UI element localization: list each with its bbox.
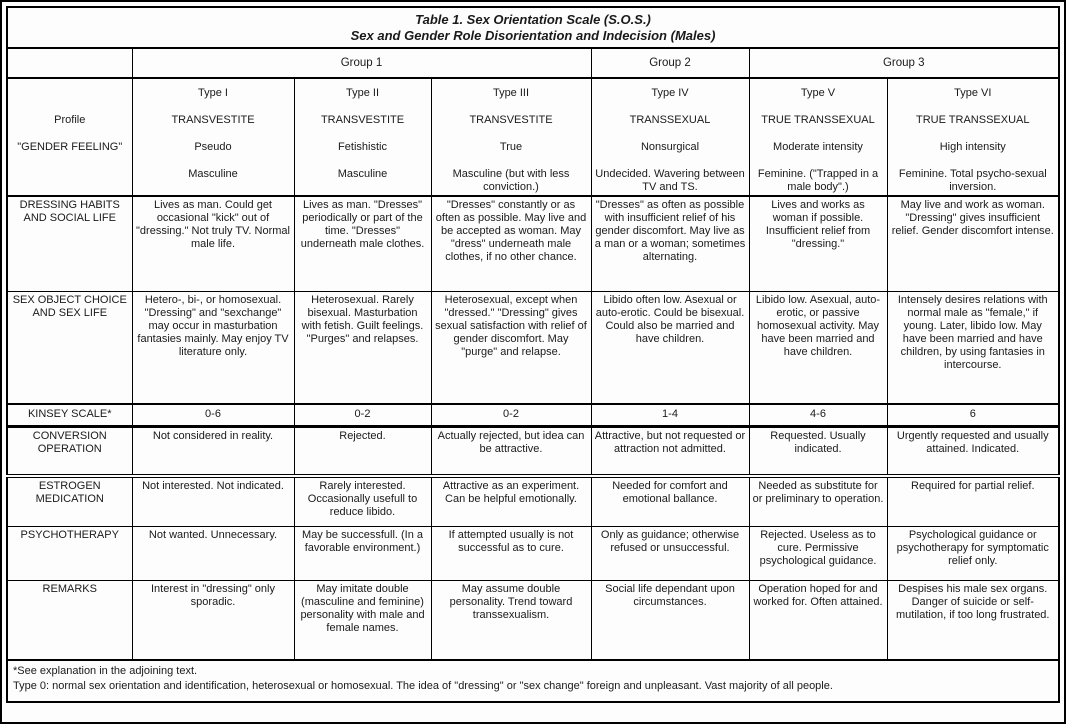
cell-kinsey-type3: 0-2 (431, 404, 591, 426)
cell-psycho-type6: Psychological guidance or psychotherapy for symptomatic relief only. (887, 526, 1059, 580)
type-6-header (887, 78, 1059, 196)
cell-sexobj-type5: Libido low. Asexual, auto-erotic, or passive homosexual activity. May have been married and have children. (749, 291, 887, 404)
cell-psycho-type1: Not wanted. Unnecessary. (132, 526, 294, 580)
type-2-header (294, 78, 431, 196)
row-label-sex-object: SEX OBJECT CHOICE AND SEX LIFE (7, 291, 132, 404)
group-header-row (7, 48, 1059, 78)
type-2-category: TRANSVESTITE (320, 114, 405, 126)
row-label-remarks: REMARKS (7, 580, 132, 660)
group-row-spacer (7, 48, 132, 78)
type-6-category: TRUE TRANSSEXUAL (916, 114, 1030, 126)
type-4-header (591, 78, 749, 196)
table-title-row (7, 7, 1059, 48)
cell-conversion-type3: Actually rejected, but idea can be attractive. (431, 426, 591, 476)
type-6-subtype: High intensity (939, 141, 1006, 153)
type-5-header (749, 78, 887, 196)
footnote-row (7, 660, 1059, 702)
row-sex-object-choice (7, 291, 1059, 404)
type-2-subtype: Fetishistic (338, 141, 387, 153)
type-4-name: Type IV (651, 87, 689, 99)
table-title-line2: Sex and Gender Role Disorientation and Indecision (Males) (350, 28, 716, 43)
gender-feeling-label: "GENDER FEELING" (17, 141, 123, 153)
cell-psycho-type4: Only as guidance; otherwise refused or unsuccessful. (591, 526, 749, 580)
cell-kinsey-type2: 0-2 (294, 404, 431, 426)
cell-conversion-type1: Not considered in reality. (132, 426, 294, 476)
type-1-feeling: Masculine (188, 168, 238, 180)
group-3-header: Group 3 (749, 48, 1059, 78)
cell-psycho-type5: Rejected. Useless as to cure. Permissive psychological guidance. (749, 526, 887, 580)
type-1-category: TRANSVESTITE (171, 114, 255, 126)
cell-sexobj-type6: Intensely desires relations with normal male as "female," if young. Later, libido low. May have been married and have children, by using fantasies in intercourse. (887, 291, 1059, 404)
type-header-row (7, 78, 1059, 196)
row-label-conversion: CONVERSION OPERATION (7, 426, 132, 476)
group-2-header: Group 2 (591, 48, 749, 78)
cell-dressing-type4: "Dresses" as often as possible with insufficient relief of his gender discomfort. May live as a man or a woman; sometimes alternating. (591, 196, 749, 291)
cell-estrogen-type1: Not interested. Not indicated. (132, 476, 294, 526)
cell-conversion-type6: Urgently requested and usually attained. Indicated. (887, 426, 1059, 476)
cell-conversion-type4: Attractive, but not requested or attraction not admitted. (591, 426, 749, 476)
row-psychotherapy (7, 526, 1059, 580)
type-5-name: Type V (800, 87, 836, 99)
cell-estrogen-type6: Required for partial relief. (887, 476, 1059, 526)
row-dressing-habits (7, 196, 1059, 291)
cell-dressing-type6: May live and work as woman. "Dressing" gives insufficient relief. Gender discomfort intense. (887, 196, 1059, 291)
type-3-subtype: True (499, 141, 523, 153)
row-label-psychotherapy: PSYCHOTHERAPY (7, 526, 132, 580)
type-3-category: TRANSVESTITE (469, 114, 553, 126)
type-1-subtype: Pseudo (194, 141, 232, 153)
cell-kinsey-type6: 6 (887, 404, 1059, 426)
footnotes (7, 660, 1059, 702)
cell-kinsey-type1: 0-6 (132, 404, 294, 426)
cell-sexobj-type4: Libido often low. Asexual or auto-erotic. Could be bisexual. Could also be married and have children. (591, 291, 749, 404)
type-2-name: Type II (345, 87, 380, 99)
cell-sexobj-type1: Hetero-, bi-, or homosexual. "Dressing" and "sexchange" may occur in masturbation fantasies mainly. May enjoy TV literature only. (132, 291, 294, 404)
cell-remarks-type4: Social life dependant upon circumstances. (591, 580, 749, 660)
cell-kinsey-type4: 1-4 (591, 404, 749, 426)
type-3-header (431, 78, 591, 196)
profile-label: Profile (54, 114, 86, 126)
cell-estrogen-type2: Rarely interested. Occasionally usefull to reduce libido. (294, 476, 431, 526)
type-1-name: Type I (198, 87, 228, 99)
cell-estrogen-type5: Needed as substitute for or preliminary to operation. (749, 476, 887, 526)
cell-sexobj-type3: Heterosexual, except when "dressed." "Dressing" gives sexual satisfaction with relief of gender discomfort. May "purge" and relapse. (431, 291, 591, 404)
cell-remarks-type5: Operation hoped for and worked for. Often attained. (749, 580, 887, 660)
cell-remarks-type6: Despises his male sex organs. Danger of suicide or self-mutilation, if too long frustrated. (887, 580, 1059, 660)
cell-dressing-type5: Lives and works as woman if possible. Insufficient relief from "dressing." (749, 196, 887, 291)
footnote-line1: *See explanation in the adjoining text. (13, 665, 198, 677)
table-title-line1: Table 1. Sex Orientation Scale (S.O.S.) (415, 12, 651, 27)
row-label-dressing-habits: DRESSING HABITS AND SOCIAL LIFE (7, 196, 132, 291)
cell-conversion-type5: Requested. Usually indicated. (749, 426, 887, 476)
type-6-feeling: Feminine. Total psycho-sexual inversion. (898, 168, 1047, 193)
cell-kinsey-type5: 4-6 (749, 404, 887, 426)
type-4-subtype: Nonsurgical (640, 141, 700, 153)
cell-remarks-type1: Interest in "dressing" only sporadic. (132, 580, 294, 660)
type-3-feeling: Masculine (but with less conviction.) (452, 168, 570, 193)
group-1-header: Group 1 (132, 48, 591, 78)
profile-row-label (7, 78, 132, 196)
type-3-name: Type III (492, 87, 530, 99)
cell-remarks-type2: May imitate double (masculine and feminine) personality with male and female names. (294, 580, 431, 660)
type-5-subtype: Moderate intensity (773, 141, 863, 153)
cell-conversion-type2: Rejected. (294, 426, 431, 476)
cell-estrogen-type4: Needed for comfort and emotional ballance. (591, 476, 749, 526)
row-kinsey-scale (7, 404, 1059, 426)
cell-psycho-type3: If attempted usually is not successful as to cure. (431, 526, 591, 580)
table-title (7, 7, 1059, 48)
footnote-line2: Type 0: normal sex orientation and identification, heterosexual or homosexual. The idea of "dressing" or "sex change" foreign and unpleasant. Vast majority of all people. (13, 680, 833, 692)
row-label-kinsey-scale: KINSEY SCALE* (7, 404, 132, 426)
type-4-category: TRANSSEXUAL (629, 114, 711, 126)
type-6-name: Type VI (954, 87, 992, 99)
type-5-category: TRUE TRANSSEXUAL (761, 114, 875, 126)
cell-psycho-type2: May be successfull. (In a favorable environment.) (294, 526, 431, 580)
cell-dressing-type3: "Dresses" constantly or as often as possible. May live and be accepted as woman. May "dress" underneath male clothes, if no other chance. (431, 196, 591, 291)
cell-dressing-type1: Lives as man. Could get occasional "kick" out of "dressing." Not truly TV. Normal male life. (132, 196, 294, 291)
row-conversion-operation (7, 426, 1059, 476)
type-1-header (132, 78, 294, 196)
row-remarks (7, 580, 1059, 660)
type-4-feeling: Undecided. Wavering between TV and TS. (595, 168, 745, 193)
row-label-estrogen: ESTROGEN MEDICATION (7, 476, 132, 526)
cell-dressing-type2: Lives as man. "Dresses" periodically or part of the time. "Dresses" underneath male clothes. (294, 196, 431, 291)
type-5-feeling: Feminine. ("Trapped in a male body".) (757, 168, 879, 193)
cell-estrogen-type3: Attractive as an experiment. Can be helpful emotionally. (431, 476, 591, 526)
cell-remarks-type3: May assume double personality. Trend toward transsexualism. (431, 580, 591, 660)
type-2-feeling: Masculine (337, 168, 388, 180)
row-estrogen-medication (7, 476, 1059, 526)
cell-sexobj-type2: Heterosexual. Rarely bisexual. Masturbation with fetish. Guilt feelings. "Purges" and relapses. (294, 291, 431, 404)
sex-orientation-scale-table (6, 6, 1060, 703)
